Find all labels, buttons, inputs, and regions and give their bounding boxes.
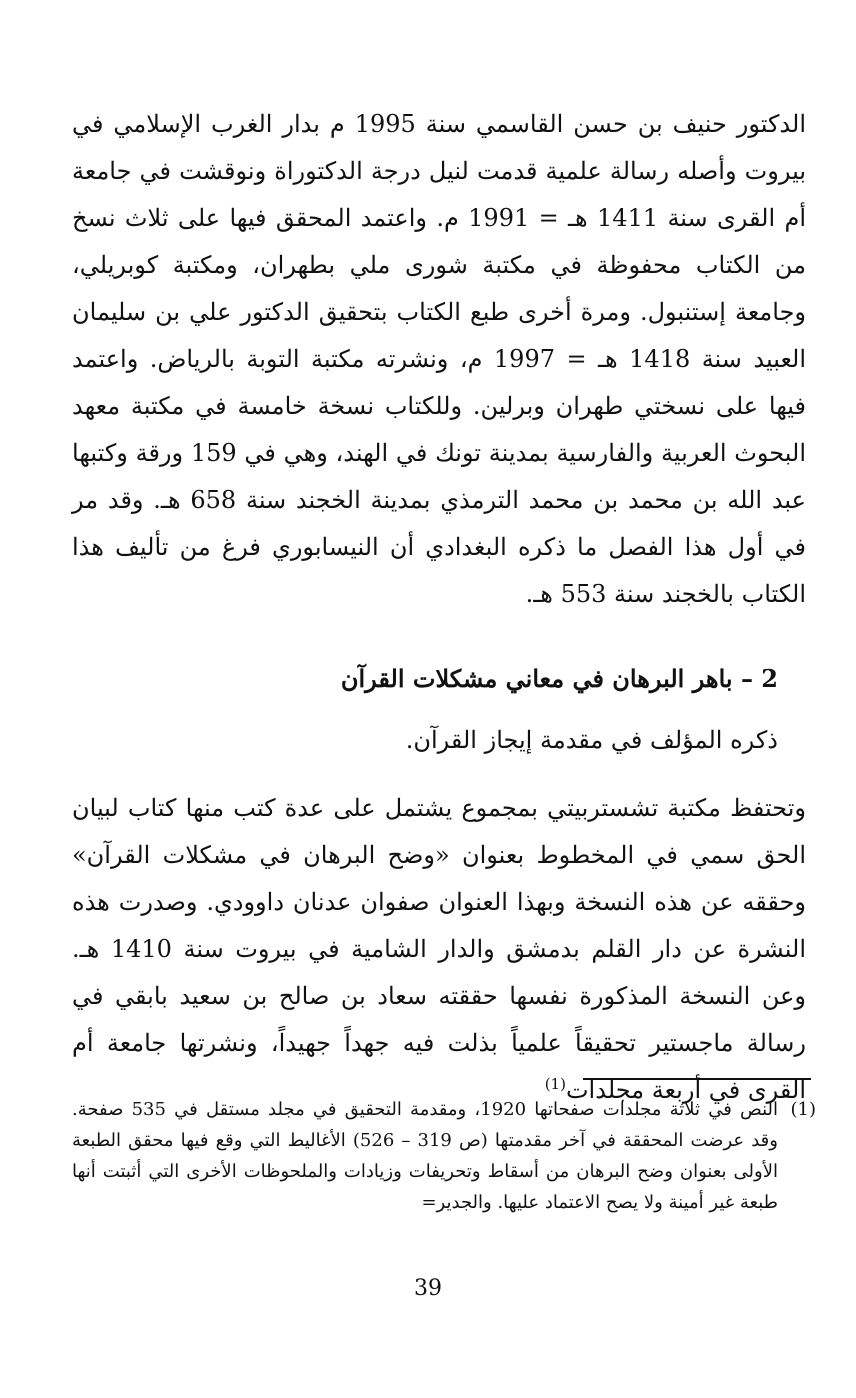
- footnote-number: (1): [790, 1099, 816, 1120]
- footnote-reference: (1): [544, 1075, 566, 1093]
- body-paragraph-mention: ذكره المؤلف في مقدمة إيجاز القرآن.: [405, 726, 778, 754]
- body-paragraph-editions: الدكتور حنيف بن حسن القاسمي سنة 1995 م بدار الغرب الإسلامي في بيروت وأصله رسالة علمية قدمت لنيل درجة الدكتوراة ونوقشت في جامعة أم القرى سنة 1411 هـ = 1991 م. واعتمد المحقق فيها على ثلاث نسخ من الكتاب محفوظة في مكتبة شورى ملي بطهران، ومكتبة كوبريلي، وجامعة إستنبول. ومرة أخرى طبع الكتاب بتحقيق الدكتور علي بن سليمان العبيد سنة 1418 هـ = 1997 م، ونشرته مكتبة التوبة بالرياض. واعتمد فيها على نسختي طهران وبرلين. وللكتاب نسخة خامسة في مكتبة معهد البحوث العربية والفارسية بمدينة تونك في الهند، وهي في 159 ورقة وكتبها عبد الله بن محمد بن محمد الترمذي بمدينة الخجند سنة 658 هـ. وقد مر في أول هذا الفصل ما ذكره البغدادي أن النيسابوري فرغ من تأليف هذا الكتاب بالخجند سنة 553 هـ.: [72, 110, 807, 608]
- footnote-divider: [583, 1078, 811, 1080]
- page-number: 39: [414, 1276, 442, 1301]
- section-heading: 2 – باهر البرهان في معاني مشكلات القرآن: [340, 664, 778, 693]
- footnote-row: [72, 1094, 816, 1218]
- footnote-text: النص في ثلاثة مجلدات صفحاتها 1920، ومقدمة التحقيق في مجلد مستقل في 535 صفحة. وقد عرضت المحققة في آخر مقدمتها (ص 319 – 526) الأغاليط التي وقع فيها محقق الطبعة الأولى بعنوان وضح البرهان من أسقاط وتحريفات وزيادات والملحوظات الأخرى التي أثبتت أنها طبعة غير أمينة ولا يصح الاعتماد عليها. والجدير=: [72, 1099, 778, 1213]
- body-paragraph-manuscript: [72, 785, 806, 1114]
- footnote: [72, 1094, 816, 1218]
- paragraph-text: وتحتفظ مكتبة تشستربيتي بمجموع يشتمل على عدة كتب منها كتاب لبيان الحق سمي في المخطوط بعنوان «وضح البرهان في مشكلات القرآن» وحققه عن هذه النسخة وبهذا العنوان صفوان عدنان داوودي. وصدرت هذه النشرة عن دار القلم بدمشق والدار الشامية في بيروت سنة 1410 هـ. وعن النسخة المذكورة نفسها حققته سعاد بن صالح بن سعيد بابقي في رسالة ماجستير تحقيقاً علمياً بذلت فيه جهداً جهيداً، ونشرتها جامعة أم القرى في أربعة مجلدات: [72, 794, 807, 1104]
